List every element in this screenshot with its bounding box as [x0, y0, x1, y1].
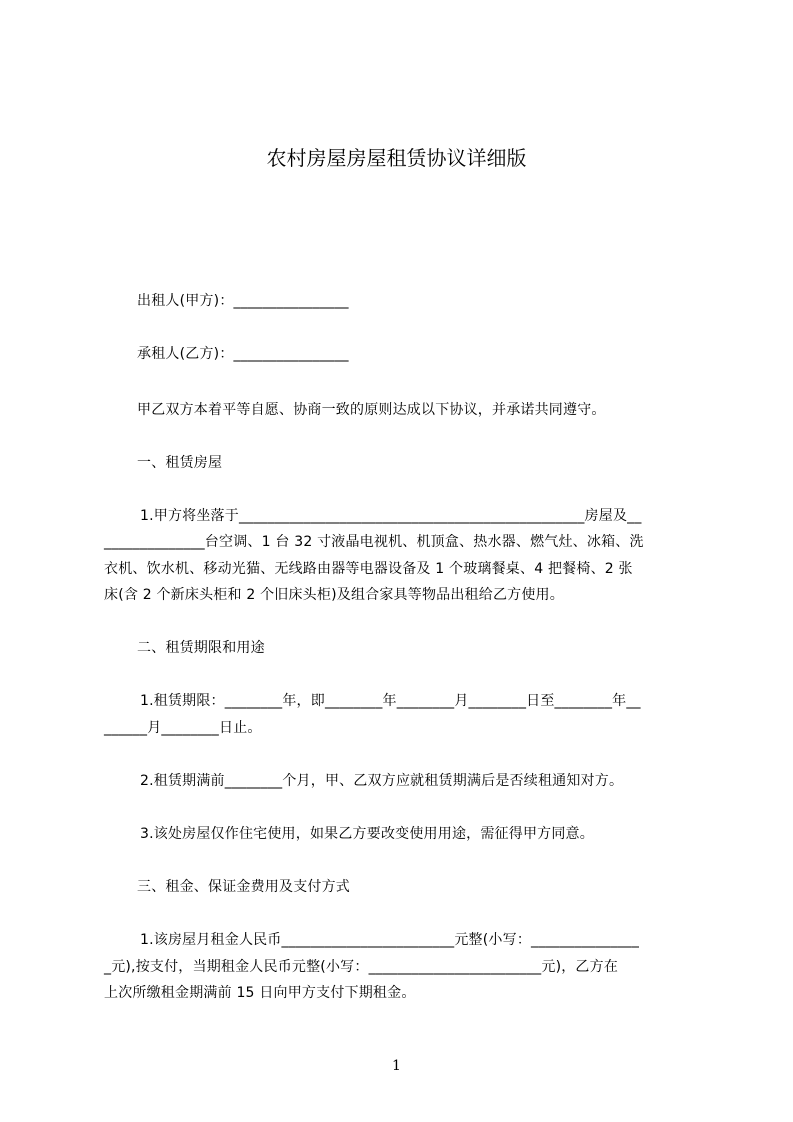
section3-item1-line1: 1.该房屋月租金人民币________________________元整(小写：_______________ — [140, 932, 640, 948]
section1-item1-line1: 1.甲方将坐落于________________________________________________房屋及__ — [140, 508, 642, 524]
section2-item1-line1: 1.租赁期限：________年，即________年________月________日至________年__ — [140, 693, 641, 709]
lessee-line: 承租人(乙方)：________________ — [137, 346, 349, 362]
section1-item1-line3: 衣机、饮水机、移动光猫、无线路由器等电器设备及 1 个玻璃餐桌、4 把餐椅、2 张 — [104, 561, 633, 577]
section1-item1-line4: 床(含 2 个新床头柜和 2 个旧床头柜)及组合家具等物品出租给乙方使用。 — [104, 587, 564, 603]
section-heading-rent-payment: 三、租金、保证金费用及支付方式 — [137, 879, 350, 895]
section-heading-lease-term: 二、租赁期限和用途 — [137, 640, 265, 656]
page-number: 1 — [392, 1058, 401, 1074]
preamble-paragraph: 甲乙双方本着平等自愿、协商一致的原则达成以下协议，并承诺共同遵守。 — [137, 402, 606, 418]
section2-item1-line2: ______月________日止。 — [104, 720, 262, 736]
section-heading-lease-property: 一、租赁房屋 — [137, 455, 223, 471]
section3-item1-line2: _元),按支付，当期租金人民币元整(小写：________________________元)，乙方在 — [104, 959, 619, 975]
document-title: 农村房屋房屋租赁协议详细版 — [266, 146, 527, 170]
section1-item1-line2: ______________台空调、1 台 32 寸液晶电视机、机顶盒、热水器、燃气灶、冰箱、洗 — [104, 534, 644, 550]
section3-item1-line3: 上次所缴租金期满前 15 日向甲方支付下期租金。 — [104, 985, 416, 1001]
section2-item2: 2.租赁期满前________个月，甲、乙双方应就租赁期满后是否续租通知对方。 — [140, 773, 624, 789]
section2-item3: 3.该处房屋仅作住宅使用，如果乙方要改变使用用途，需征得甲方同意。 — [140, 826, 594, 842]
lessor-line: 出租人(甲方)：________________ — [137, 293, 349, 309]
